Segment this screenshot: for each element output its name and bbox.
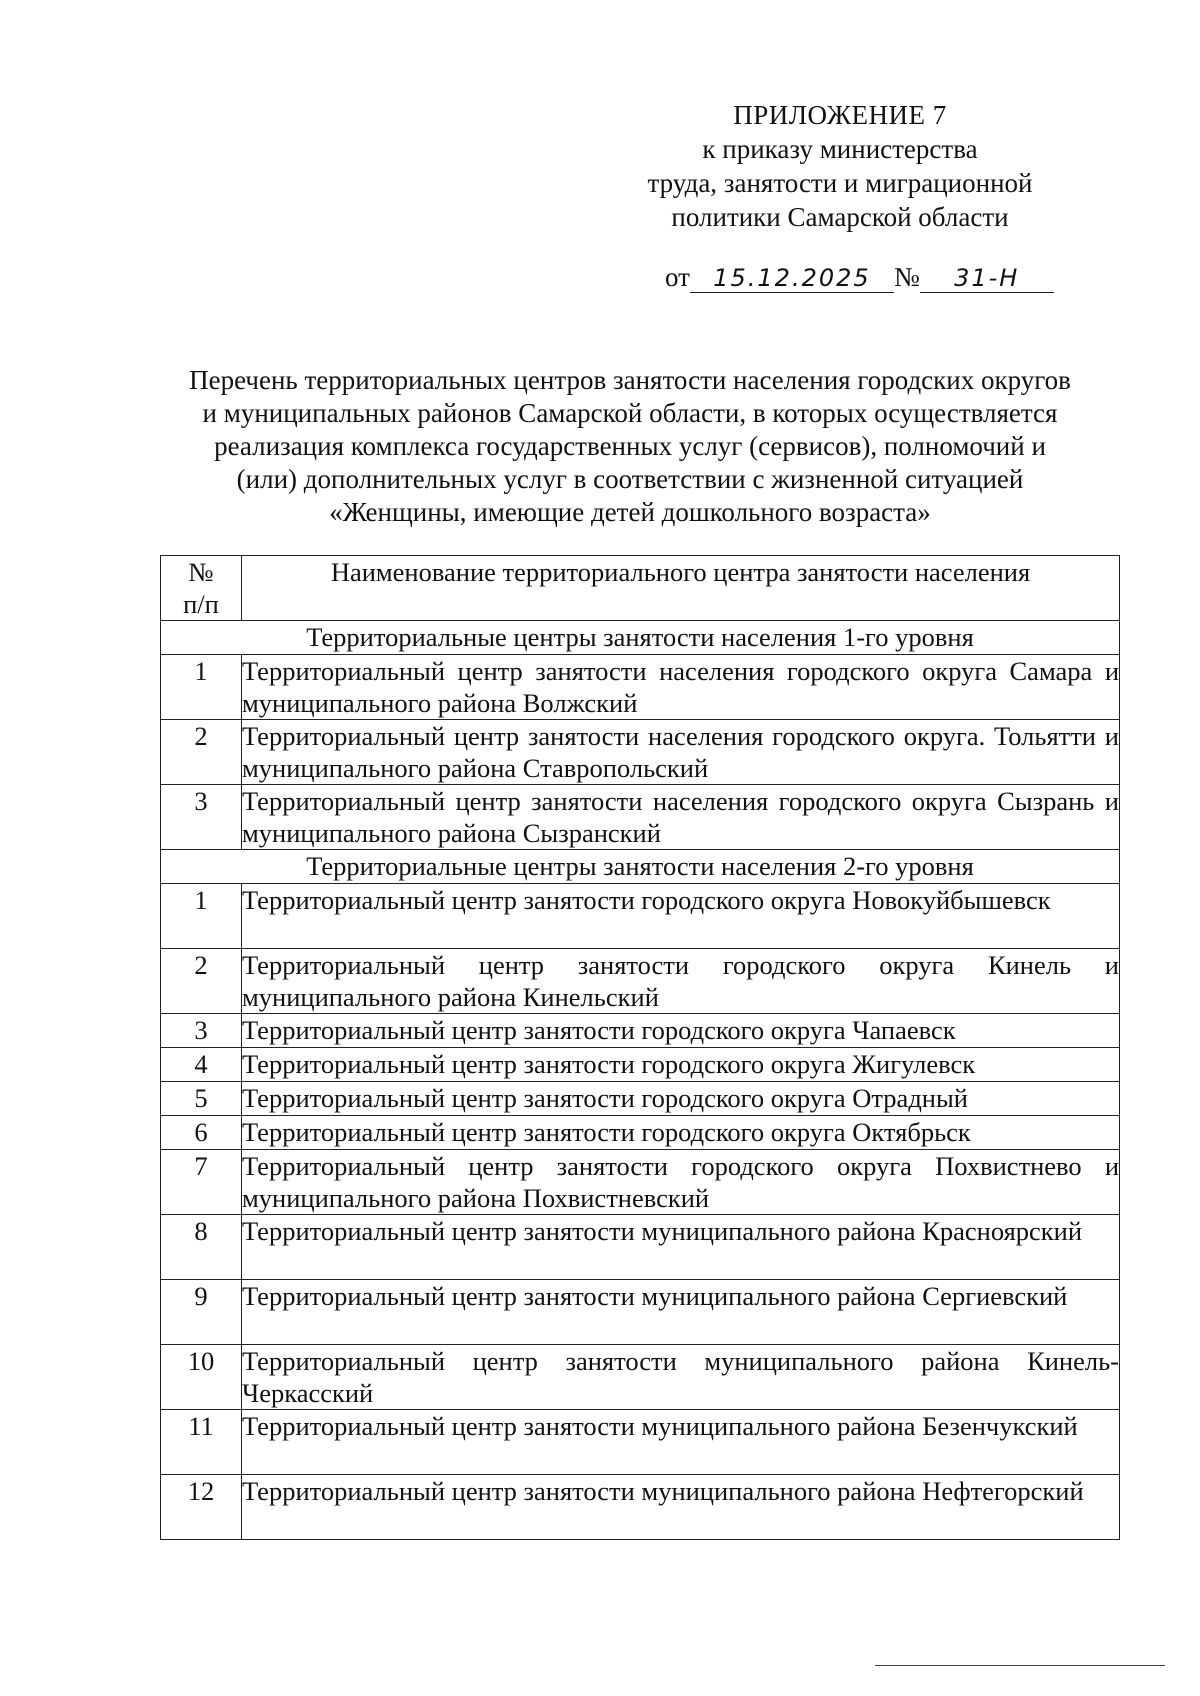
footer-divider <box>875 1665 1165 1666</box>
row-number: 2 <box>161 949 242 1014</box>
table-row <box>161 655 1120 720</box>
title-line: «Женщины, имеющие детей дошкольного возраста» <box>329 497 931 527</box>
row-number: 11 <box>161 1410 242 1475</box>
centers-table <box>160 555 1120 1540</box>
row-number: 1 <box>161 884 242 949</box>
row-name: Территориальный центр занятости муниципального района Сергиевский <box>242 1280 1120 1345</box>
table-row <box>161 1014 1120 1048</box>
title-line: (или) дополнительных услуг в соответствии с жизненной ситуацией <box>236 464 1024 494</box>
row-number: 8 <box>161 1215 242 1280</box>
row-name: Территориальный центр занятости населения городского округа Самара и муниципального района Волжский <box>242 656 1119 718</box>
table-row <box>161 1048 1120 1082</box>
header-number-symbol: № <box>188 557 214 587</box>
row-name: Территориальный центр занятости городского округа Кинель и муниципального района Кинельский <box>242 950 1119 1012</box>
title-line: Перечень территориальных центров занятости населения городских округов <box>189 365 1071 395</box>
header-number-abbr: п/п <box>183 589 219 619</box>
row-number: 5 <box>161 1082 242 1116</box>
header-number <box>161 556 242 621</box>
row-name: Территориальный центр занятости муниципального района Кинель-Черкасский <box>242 1346 1119 1408</box>
row-name: Территориальный центр занятости городского округа Похвистнево и муниципального района Похвистневский <box>242 1151 1119 1213</box>
row-name: Территориальный центр занятости населения городского округа. Тольятти и муниципального района Ставропольский <box>242 721 1119 783</box>
row-name: Территориальный центр занятости городского округа Новокуйбышевск <box>242 884 1120 949</box>
order-reference <box>665 262 1054 293</box>
row-number: 9 <box>161 1280 242 1345</box>
order-number: 31-Н <box>920 264 1054 293</box>
table-row <box>161 1475 1120 1540</box>
appendix-line-2: труда, занятости и миграционной <box>647 168 1033 198</box>
header-name: Наименование территориального центра занятости населения <box>242 556 1120 621</box>
title-line: и муниципальных районов Самарской области, в которых осуществляется <box>202 398 1058 428</box>
table-row <box>161 1345 1120 1410</box>
row-number: 12 <box>161 1475 242 1540</box>
table-row <box>161 949 1120 1014</box>
table-row <box>161 1280 1120 1345</box>
row-number: 1 <box>161 655 242 720</box>
document-title <box>150 364 1110 529</box>
row-name: Территориальный центр занятости городского округа Октябрьск <box>242 1116 1120 1150</box>
row-number: 4 <box>161 1048 242 1082</box>
table-row <box>161 1215 1120 1280</box>
level-2-heading: Территориальные центры занятости населения 2-го уровня <box>161 850 1120 884</box>
table-row <box>161 1410 1120 1475</box>
row-name: Территориальный центр занятости городского округа Жигулевск <box>242 1048 1120 1082</box>
appendix-header <box>600 98 1080 234</box>
row-name: Территориальный центр занятости муниципального района Красноярский <box>242 1215 1120 1280</box>
table-row <box>161 720 1120 785</box>
order-date: 15.12.2025 <box>690 264 894 293</box>
row-number: 10 <box>161 1345 242 1410</box>
appendix-line-3: политики Самарской области <box>671 202 1009 232</box>
row-name: Территориальный центр занятости населения городского округа Сызрань и муниципального района Сызранский <box>242 786 1119 848</box>
row-name: Территориальный центр занятости городского округа Чапаевск <box>242 1014 1120 1048</box>
row-number: 2 <box>161 720 242 785</box>
row-number: 7 <box>161 1150 242 1215</box>
table-row <box>161 1116 1120 1150</box>
title-line: реализация комплекса государственных услуг (сервисов), полномочий и <box>214 431 1046 461</box>
row-number: 6 <box>161 1116 242 1150</box>
level-1-heading: Территориальные центры занятости населения 1-го уровня <box>161 621 1120 655</box>
row-name: Территориальный центр занятости городского округа Отрадный <box>242 1082 1120 1116</box>
table-row <box>161 884 1120 949</box>
row-number: 3 <box>161 1014 242 1048</box>
table-row <box>161 1082 1120 1116</box>
table-row <box>161 785 1120 850</box>
row-name: Территориальный центр занятости муниципального района Нефтегорский <box>242 1475 1120 1540</box>
appendix-title: ПРИЛОЖЕНИЕ 7 <box>733 100 947 130</box>
order-from-label: от <box>665 262 690 292</box>
appendix-line-1: к приказу министерства <box>702 134 978 164</box>
row-name: Территориальный центр занятости муниципального района Безенчукский <box>242 1410 1120 1475</box>
table-row <box>161 1150 1120 1215</box>
order-number-label: № <box>893 262 920 292</box>
row-number: 3 <box>161 785 242 850</box>
